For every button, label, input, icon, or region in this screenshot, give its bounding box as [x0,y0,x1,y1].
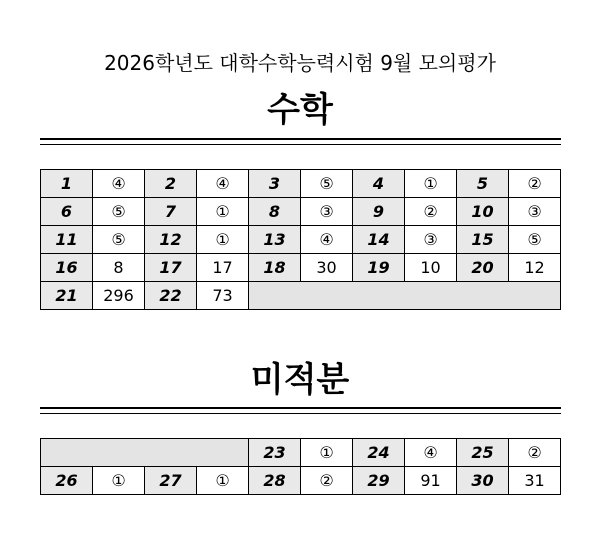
answer-value: ① [197,226,249,254]
answer-value: ① [93,467,145,495]
question-number: 16 [41,254,93,282]
answer-value: ④ [405,439,457,467]
question-number: 10 [457,198,509,226]
answer-value: ① [197,198,249,226]
question-number: 4 [353,170,405,198]
question-number: 8 [249,198,301,226]
table-row [41,198,561,226]
question-number: 28 [249,467,301,495]
answer-value: 91 [405,467,457,495]
question-number: 1 [41,170,93,198]
question-number: 14 [353,226,405,254]
answer-value: ② [301,467,353,495]
answer-value: 73 [197,282,249,310]
question-number: 5 [457,170,509,198]
question-number: 12 [145,226,197,254]
question-number: 21 [41,282,93,310]
question-number: 18 [249,254,301,282]
answer-value: ⑤ [93,198,145,226]
answer-value: ① [405,170,457,198]
answer-value: ② [405,198,457,226]
empty-cell [249,282,561,310]
answer-value: ① [197,467,249,495]
answer-value: ⑤ [93,226,145,254]
answer-value: 31 [509,467,561,495]
answer-value: 30 [301,254,353,282]
question-number: 24 [353,439,405,467]
answer-value: ① [301,439,353,467]
empty-cell [41,439,249,467]
question-number: 6 [41,198,93,226]
answer-value: 12 [509,254,561,282]
answer-value: 296 [93,282,145,310]
table-row [41,254,561,282]
question-number: 2 [145,170,197,198]
answer-value: ④ [301,226,353,254]
math-section-title: 수학 [267,90,333,130]
question-number: 27 [145,467,197,495]
answer-value: ② [509,170,561,198]
question-number: 26 [41,467,93,495]
question-number: 29 [353,467,405,495]
question-number: 19 [353,254,405,282]
answer-value: 10 [405,254,457,282]
question-number: 9 [353,198,405,226]
table-row [41,226,561,254]
table-row [41,170,561,198]
question-number: 30 [457,467,509,495]
table-row [41,439,561,467]
answer-value: ⑤ [301,170,353,198]
question-number: 3 [249,170,301,198]
calculus-answer-table [40,438,561,495]
question-number: 25 [457,439,509,467]
answer-value: ② [509,439,561,467]
answer-value: 8 [93,254,145,282]
question-number: 13 [249,226,301,254]
question-number: 17 [145,254,197,282]
question-number: 20 [457,254,509,282]
question-number: 23 [249,439,301,467]
math-title-rule [40,138,561,145]
answer-value: ③ [509,198,561,226]
table-row [41,282,561,310]
answer-value: ④ [93,170,145,198]
math-answer-table [40,169,561,310]
answer-value: ③ [301,198,353,226]
question-number: 7 [145,198,197,226]
calculus-title-rule [40,407,561,414]
answer-value: 17 [197,254,249,282]
exam-header: 2026학년도 대학수학능력시험 9월 모의평가 [104,51,496,75]
question-number: 22 [145,282,197,310]
answer-value: ④ [197,170,249,198]
question-number: 15 [457,226,509,254]
answer-value: ③ [405,226,457,254]
answer-value: ⑤ [509,226,561,254]
table-row [41,467,561,495]
question-number: 11 [41,226,93,254]
calculus-section-title: 미적분 [250,360,350,400]
